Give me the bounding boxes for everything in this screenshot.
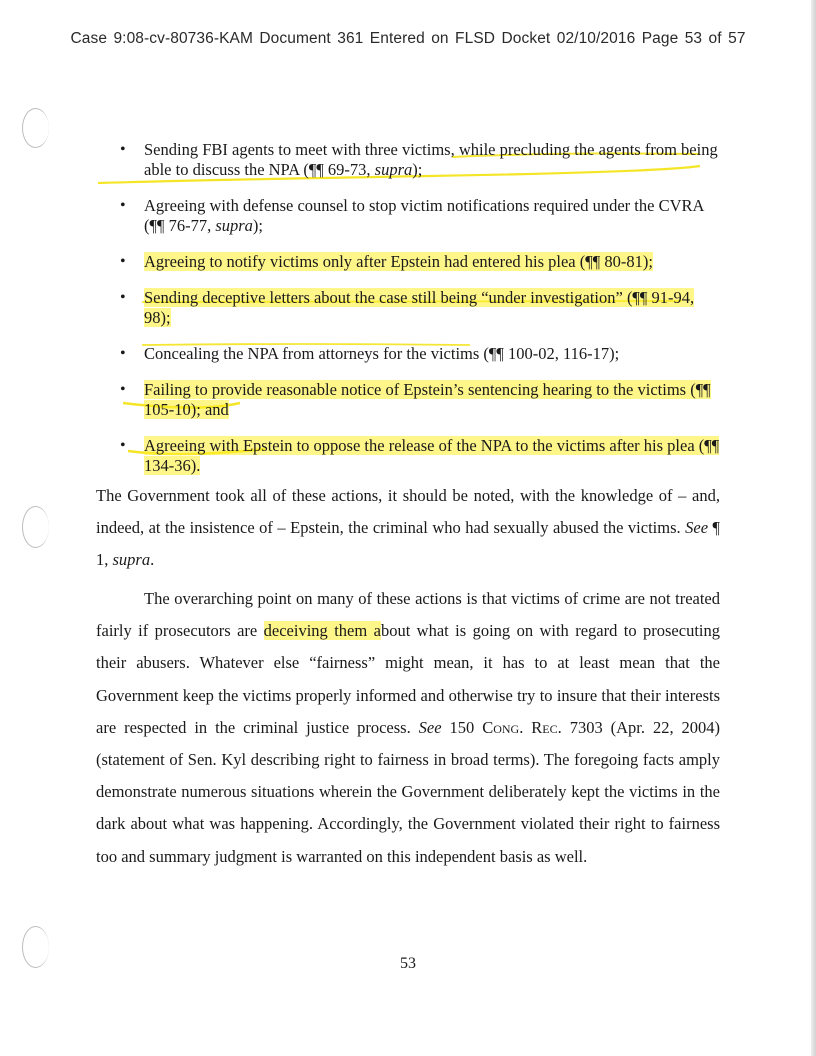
bullet-item-oppose-release: • Agreeing with Epstein to oppose the release of the NPA to the victims after his plea (¶¶ 134-36). bbox=[120, 436, 720, 476]
bullet-item-notify-after-plea: • Agreeing to notify victims only after Epstein had entered his plea (¶¶ 80-81); bbox=[120, 252, 720, 272]
bullet-list bbox=[120, 140, 720, 492]
punch-hole-middle bbox=[22, 506, 49, 548]
paragraph-government-actions: The Government took all of these actions, it should be noted, with the knowledge of – and, indeed, at the insistence of – Epstein, the criminal who had sexually abused the victims. See ¶ 1, supra. bbox=[96, 486, 720, 570]
bullet-item-sentencing-notice: • Failing to provide reasonable notice of Epstein’s sentencing hearing to the victims (¶¶ 105-10); and bbox=[120, 380, 720, 420]
bullet-item-fbi-agents: • Sending FBI agents to meet with three victims, while precluding the agents from being able to discuss the NPA (¶¶ 69-73, supra); bbox=[120, 140, 720, 180]
punch-hole-top bbox=[22, 108, 49, 148]
page-edge-shadow bbox=[811, 0, 816, 1056]
bullet-item-deceptive-letters: • Sending deceptive letters about the case still being “under investigation” (¶¶ 91-94, 98); bbox=[120, 288, 720, 328]
bullet-item-concealing-npa: • Concealing the NPA from attorneys for the victims (¶¶ 100-02, 116-17); bbox=[120, 344, 720, 364]
page-number: 53 bbox=[400, 955, 416, 972]
paragraph-fairness: The overarching point on many of these actions is that victims of crime are not treated fairly if prosecutors are deceiving them about what is going on with regard to prosecuting their abusers. Whatever else “fairness” might mean, it has to at least mean that the Government keep the victims properly informed and otherwise try to insure that their interests are respected in the criminal justice process. See 150 Cong. Rec. 7303 (Apr. 22, 2004) (statement of Sen. Kyl describing right to fairness in broad terms). The foregoing facts amply demonstrate numerous situations wherein the Government deliberately kept the victims in the dark about what was happening. Accordingly, the Government violated their right to fairness too and summary judgment is warranted on this independent basis as well. bbox=[96, 589, 721, 866]
bullet-item-stop-notifications: • Agreeing with defense counsel to stop victim notifications required under the CVRA (¶¶ 76-77, supra); bbox=[120, 196, 720, 236]
case-header: Case 9:08-cv-80736-KAM Document 361 Entered on FLSD Docket 02/10/2016 Page 53 of 57 bbox=[70, 30, 746, 47]
